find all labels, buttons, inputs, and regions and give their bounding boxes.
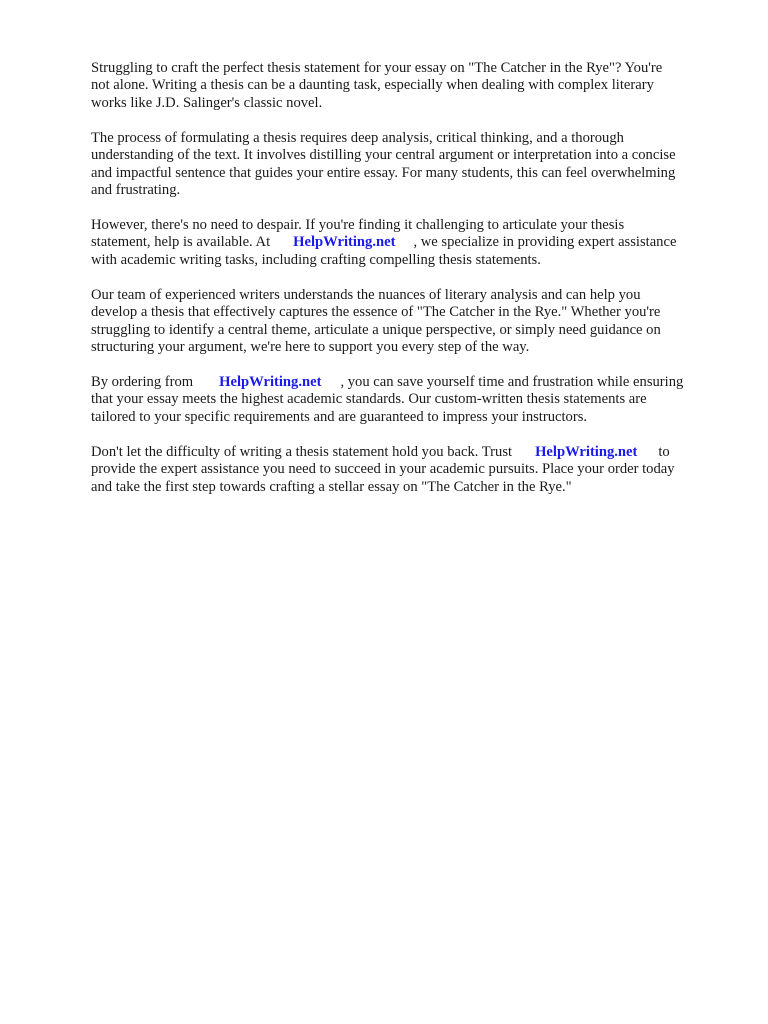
text-line: and frustrating. <box>91 182 181 199</box>
paragraph-ordering <box>91 374 721 426</box>
text-fragment: to <box>658 443 670 460</box>
text-line: develop a thesis that effectively captures the essence of "The Catcher in the Rye." Whether you're <box>91 304 661 321</box>
text-line: and impactful sentence that guides your entire essay. For many students, this can feel overwhelming <box>91 164 676 181</box>
text-line: However, there's no need to despair. If you're finding it challenging to articulate your thesis <box>91 217 625 234</box>
paragraph-closing <box>91 444 721 496</box>
paragraph-team <box>91 287 721 357</box>
text-fragment: By ordering from <box>91 374 194 391</box>
text-line: that your essay meets the highest academic standards. Our custom-written thesis statements are <box>91 391 647 408</box>
paragraph-help <box>91 217 721 269</box>
text-line <box>91 444 721 461</box>
text-line: struggling to identify a central theme, articulate a unique perspective, or simply need guidance on <box>91 321 661 338</box>
text-line: and take the first step towards crafting a stellar essay on "The Catcher in the Rye." <box>91 478 572 495</box>
text-line: Struggling to craft the perfect thesis statement for your essay on "The Catcher in the Rye"? You're <box>91 60 663 76</box>
text-line: structuring your argument, we're here to support you every step of the way. <box>91 339 530 356</box>
helpwriting-link[interactable]: HelpWriting.net <box>293 234 396 251</box>
text-line: understanding of the text. It involves distilling your central argument or interpretation into a concise <box>91 147 676 164</box>
text-line: Our team of experienced writers understands the nuances of literary analysis and can help you <box>91 286 641 303</box>
text-line <box>91 234 721 251</box>
text-fragment: , we specialize in providing expert assistance <box>413 234 677 251</box>
text-fragment: , you can save yourself time and frustration while ensuring <box>340 374 684 391</box>
text-line: tailored to your specific requirements and are guaranteed to impress your instructors. <box>91 408 588 425</box>
document-body <box>91 60 721 514</box>
text-line: with academic writing tasks, including crafting compelling thesis statements. <box>91 251 541 268</box>
text-line: works like J.D. Salinger's classic novel. <box>91 94 323 111</box>
helpwriting-link[interactable]: HelpWriting.net <box>219 374 322 391</box>
paragraph-intro <box>91 60 721 112</box>
text-line: not alone. Writing a thesis can be a daunting task, especially when dealing with complex literary <box>91 77 654 94</box>
text-fragment: statement, help is available. At <box>91 234 271 251</box>
text-line <box>91 374 721 391</box>
text-fragment: Don't let the difficulty of writing a thesis statement hold you back. Trust <box>91 443 513 460</box>
text-line: provide the expert assistance you need to succeed in your academic pursuits. Place your order today <box>91 461 675 478</box>
paragraph-process <box>91 130 721 200</box>
helpwriting-link[interactable]: HelpWriting.net <box>535 443 638 460</box>
text-line: The process of formulating a thesis requires deep analysis, critical thinking, and a thorough <box>91 129 624 146</box>
